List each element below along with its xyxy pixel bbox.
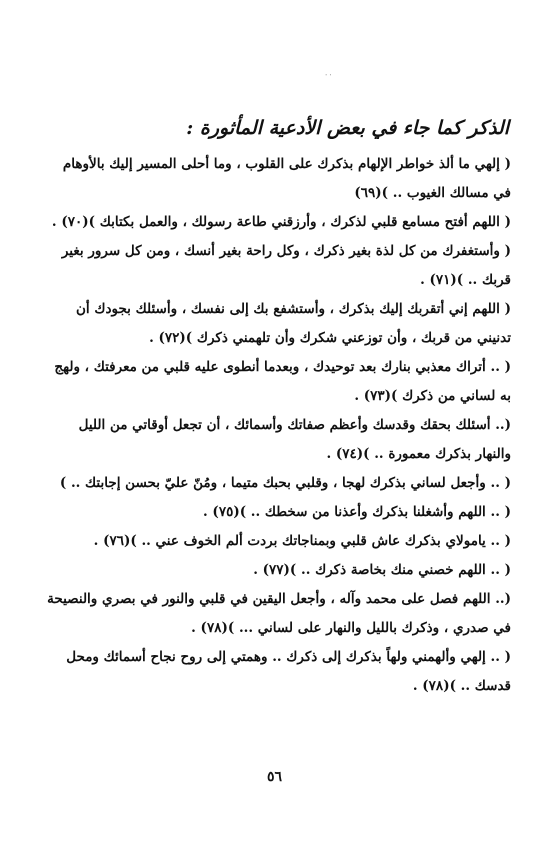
text-line: والنهار بذكرك معمورة .. )(٧٤) . [326,446,511,462]
text-line: ( .. وأجعل لساني بذكرك لهجا ، وقلبي بحبك متيما ، ومُنّ عليّ بحسن إجابتك .. ) [59,475,511,491]
prayer-paragraph-12 [39,643,511,701]
prayer-paragraph-1 [39,150,511,208]
text-line: تدنيني من قربك ، وأن توزعني شكرك وأن تلهمني ذكرك )(٧٢) . [149,330,511,346]
text-line: ( اللهم إني أتقربك إليك بذكرك ، وأستشفع بك إلى نفسك ، وأسئلك بجودك أن [75,301,511,317]
text-line: ( .. اللهم خصني منك بخاصة ذكرك .. )(٧٧) . [253,562,511,578]
text-line: في مسالك الغيوب .. )(٦٩) [354,185,511,201]
text-line: (.. اللهم فصل على محمد وآله ، وأجعل اليقين في قلبي والنور في بصري والنصيحة [47,591,511,607]
text-line: قدسك .. )(٧٨) . [412,678,511,694]
text-line: (.. أسئلك بحقك وقدسك وأعظم صفاتك وأسمائك ، أن تجعل أوقاتي من الليل [78,417,511,433]
text-line: ( .. إلهي وألهمني ولهاً بذكرك إلى ذكرك .. وهمتي إلى روح نجاح أسمائك ومحل [66,649,511,665]
text-line: ( .. يامولاي بذكرك عاش قلبي وبمناجاتك بردت ألم الخوف عني .. )(٧٦) . [93,533,511,549]
prayer-paragraph-4 [39,295,511,353]
text-line: به لساني من ذكرك )(٧٣) . [354,388,511,404]
prayer-paragraph-9 [39,527,511,556]
page-number: ٥٦ [266,769,283,785]
text-line: ( إلهي ما ألذ خواطر الإلهام بذكرك على القلوب ، وما أحلى المسير إليك بالأوهام [62,156,511,172]
prayer-paragraph-8 [39,498,511,527]
prayer-paragraph-3 [39,237,511,295]
corner-mark: ٠٠ [324,70,333,79]
prayer-paragraph-2 [39,208,511,237]
text-line: ( اللهم أفتح مسامع قلبي لذكرك ، وأرزقني طاعة رسولك ، والعمل بكتابك )(٧٠) . [51,214,511,230]
text-line: ( .. أتراك معذبي بنارك بعد توحيدك ، وبعدما أنطوى عليه قلبي من معرفتك ، ولهج [54,359,511,375]
prayer-paragraph-7 [39,469,511,498]
section-heading: الذكر كما جاء في بعض الأدعية المأثورة : [186,117,509,139]
prayer-paragraph-6 [39,411,511,469]
text-line: ( .. اللهم وأشغلنا بذكرك وأعذنا من سخطك .. )(٧٥) . [203,504,511,520]
text-line: في صدري ، وذكرك بالليل والنهار على لساني ... )(٧٨) . [191,620,511,636]
prayer-paragraph-10 [39,556,511,585]
text-line: قربك .. )(٧١) . [420,272,511,288]
text-line: ( وأستغفرك من كل لذة بغير ذكرك ، وكل راحة بغير أنسك ، ومن كل سرور بغير [61,243,511,259]
prayer-paragraph-5 [39,353,511,411]
prayer-paragraph-11 [39,585,511,643]
